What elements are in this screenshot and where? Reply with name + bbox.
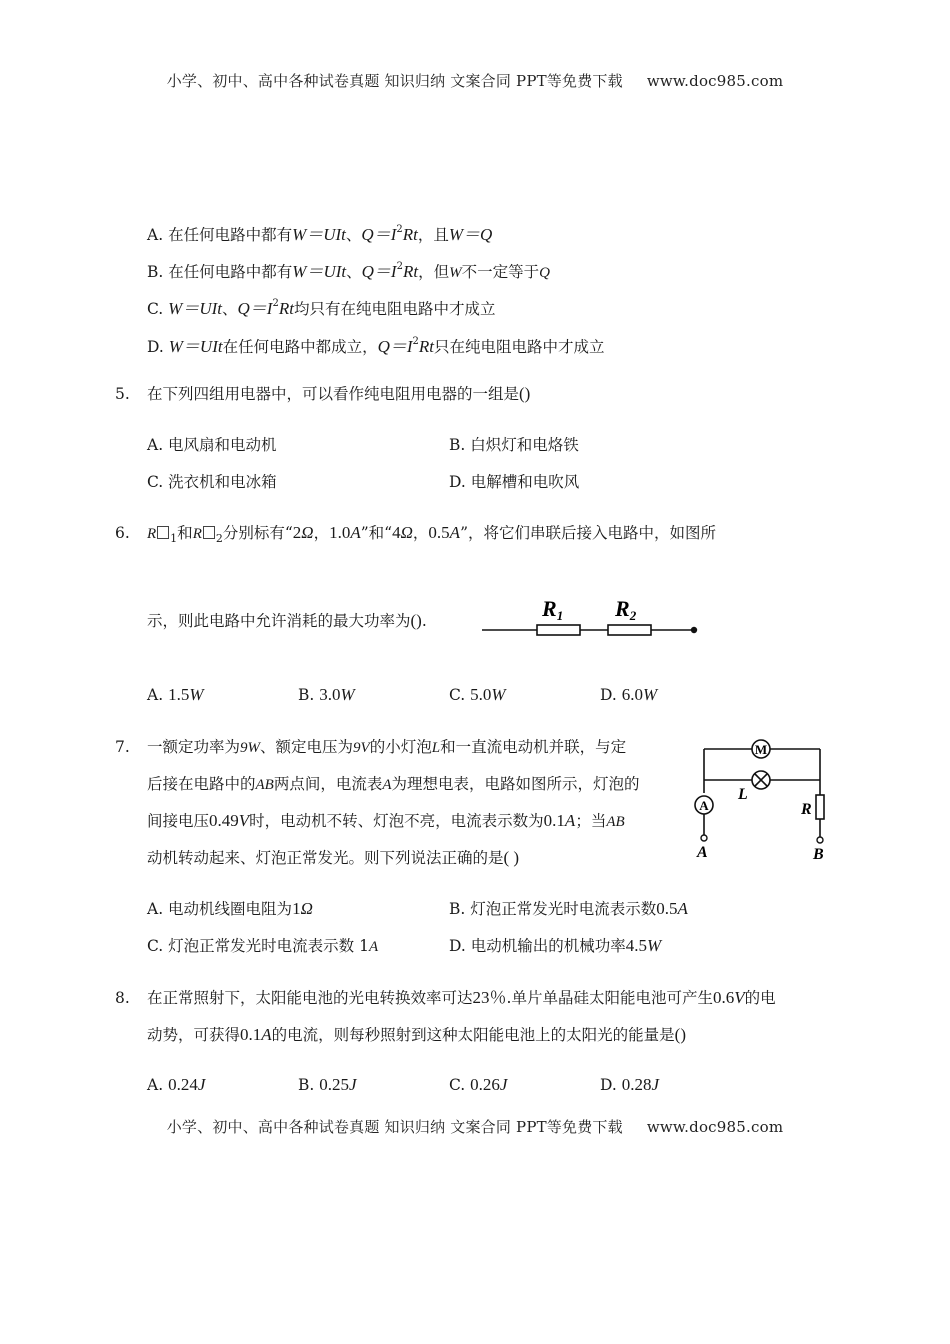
header-url[interactable]: www.doc985.com xyxy=(646,72,784,90)
q7-option-d: D. 电动机输出的机械功率4.5W xyxy=(449,936,662,955)
q8-option-a: A. 0.24J xyxy=(147,1075,206,1094)
q6-circuit-figure xyxy=(478,592,704,642)
resistor-icon xyxy=(816,795,824,819)
resistor-label: R xyxy=(801,801,812,818)
placeholder-box-icon xyxy=(157,526,169,539)
ammeter-label: A xyxy=(699,798,709,813)
q8-option-d: D. 0.28J xyxy=(600,1075,660,1094)
q6-option-a: A. 1.5W xyxy=(147,685,204,704)
q8-number: 8. xyxy=(115,989,130,1007)
q7-line3: 间接电压0.49V时，电动机不转、灯泡不亮，电流表示数为0.1A；当AB xyxy=(147,811,625,830)
q6-option-c: C. 5.0W xyxy=(449,685,506,704)
footer-url[interactable]: www.doc985.com xyxy=(646,1118,784,1136)
q8-option-c: C. 0.26J xyxy=(449,1075,508,1094)
q7-line2: 后接在电路中的AB两点间，电流表A为理想电表，电路如图所示，灯泡的 xyxy=(147,775,640,793)
resistor-r1-icon xyxy=(537,625,580,635)
header-text: 小学、初中、高中各种试卷真题 知识归纳 文案合同 PPT等免费下载 xyxy=(166,72,623,90)
q8-option-b: B. 0.25J xyxy=(298,1075,357,1094)
q7-number: 7. xyxy=(115,738,130,756)
q5-option-d: D. 电解槽和电吹风 xyxy=(449,473,580,491)
q4-option-d: D. W＝UIt在任何电路中都成立，$Q=I^2Rt$只在纯电阻电路中才成立 xyxy=(147,336,605,356)
q6-stem-line2: 示，则此电路中允许消耗的最大功率为(). xyxy=(147,611,427,630)
q7-option-a: A. 电动机线圈电阻为1Ω xyxy=(147,899,313,918)
q5-option-a: A. 电风扇和电动机 xyxy=(147,436,277,454)
resistor-r2-icon xyxy=(608,625,651,635)
q8-line2: 动势，可获得0.1A的电流，则每秒照射到这种太阳能电池上的太阳光的能量是() xyxy=(147,1025,686,1044)
q6-option-d: D. 6.0W xyxy=(600,685,658,704)
q7-circuit-figure xyxy=(686,733,834,865)
q6-stem-line1: R $_1$和R $_2$分别标有“2Ω，1.0A”和“4Ω，0.5A”，将它们串联后接入电路中，如图所 xyxy=(147,523,716,546)
page-header xyxy=(0,70,950,91)
terminal-dot-icon xyxy=(691,627,697,633)
terminal-b-icon xyxy=(817,837,823,843)
point-a-label: A xyxy=(697,844,708,861)
r1-label: R1 xyxy=(542,596,564,623)
q4-option-a: A. 在任何电路中都有W＝UIt、$Q=I^2Rt$，且W＝Q xyxy=(147,224,493,244)
point-b-label: B xyxy=(813,846,824,863)
terminal-a-icon xyxy=(701,835,707,841)
r2-label: R2 xyxy=(615,596,637,623)
q5-stem: 在下列四组用电器中，可以看作纯电阻用电器的一组是() xyxy=(147,384,531,403)
q4-option-b: B. 在任何电路中都有W＝UIt、$Q=I^2Rt$，但W不一定等于Q xyxy=(147,261,550,281)
q7-stem xyxy=(147,730,685,870)
q5-number: 5. xyxy=(115,385,130,403)
motor-label: M xyxy=(754,742,768,757)
q6-number: 6. xyxy=(115,524,130,542)
q5-option-c: C. 洗衣机和电冰箱 xyxy=(147,473,277,491)
q7-line4: 动机转动起来、灯泡正常发光。则下列说法正确的是( ) xyxy=(147,848,520,867)
placeholder-box-icon xyxy=(203,526,215,539)
q7-line1: 一额定功率为9W、额定电压为9V的小灯泡L和一直流电动机并联，与定 xyxy=(147,738,627,756)
q7-option-b: B. 灯泡正常发光时电流表示数0.5A xyxy=(449,899,688,918)
q4-option-c: C. W＝UIt、$Q=I^2Rt$均只有在纯电阻电路中才成立 xyxy=(147,298,496,318)
lamp-label: L xyxy=(738,786,748,803)
q8-line1: 在正常照射下，太阳能电池的光电转换效率可达23％.单片单晶硅太阳能电池可产生0.6V的电 xyxy=(147,988,776,1007)
q7-option-c: C. 灯泡正常发光时电流表示数 1A xyxy=(147,937,379,955)
q6-option-b: B. 3.0W xyxy=(298,685,355,704)
q5-option-b: B. 白炽灯和电烙铁 xyxy=(449,436,579,454)
footer-text: 小学、初中、高中各种试卷真题 知识归纳 文案合同 PPT等免费下载 xyxy=(166,1118,623,1136)
page-footer xyxy=(0,1116,950,1137)
